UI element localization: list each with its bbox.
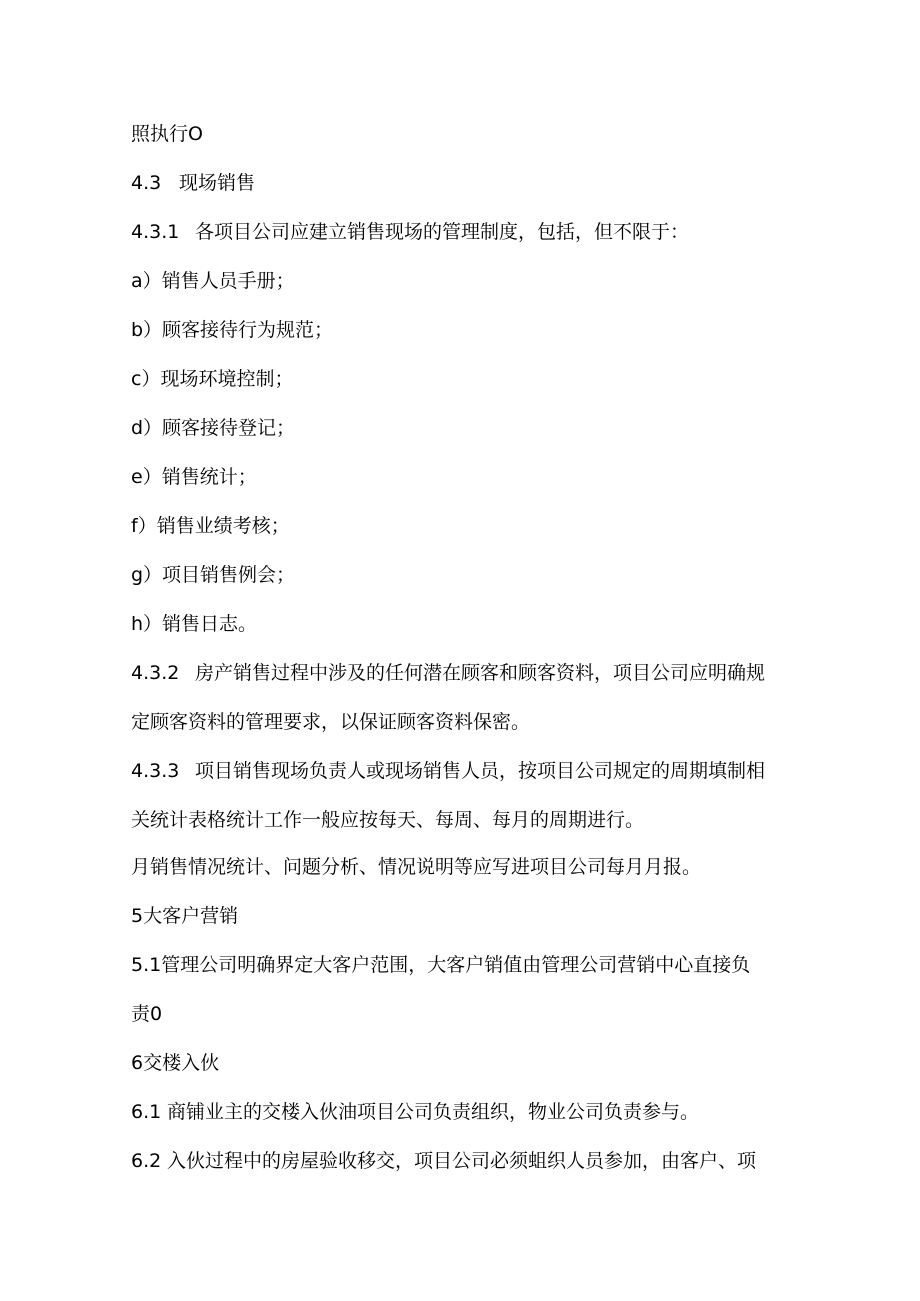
clause-text: 入伙过程中的房屋验收移交，项目公司必须蛆织人员参加，由客户、项 xyxy=(167,1150,757,1172)
list-item: f）销售业绩考核； xyxy=(131,515,290,537)
section-title: 现场销售 xyxy=(179,172,256,194)
list-item: h）销售日志。 xyxy=(131,613,258,635)
list-item: b）顾客接待行为规范； xyxy=(131,319,334,341)
clause-number: 4.3.2 xyxy=(131,662,180,684)
clause-5-1: 5.1管理公司明确界定大客户范围，大客户销值由管理公司营销中心直接负 xyxy=(131,954,751,976)
clause-number: 4.3.1 xyxy=(131,221,180,243)
clause-number: 6.2 xyxy=(131,1150,162,1172)
list-item: e）销售统计； xyxy=(131,466,257,488)
list-item: g）项目销售例会； xyxy=(131,564,296,586)
text-line: 关统计表格统计工作一般应按每天、每周、每月的周期进行。 xyxy=(131,809,645,831)
clause-text: 商铺业主的交楼入伙油项目公司负责组织，物业公司负责参与。 xyxy=(167,1101,700,1123)
clause-6-1 xyxy=(131,1100,699,1124)
clause-text: 各项目公司应建立销售现场的管理制度，包括，但不限于： xyxy=(195,221,690,243)
section-heading-6: 6交楼入伙 xyxy=(131,1052,220,1074)
clause-4-3-1 xyxy=(131,220,689,244)
section-heading-5: 5大客户营销 xyxy=(131,905,239,927)
text-line: 定顾客资料的管理要求，以保证顾客资料保密。 xyxy=(131,711,531,733)
text-line: 月销售情况统计、问题分析、情况说明等应写进项目公司每月月报。 xyxy=(131,856,702,878)
list-item: d）顾客接待登记； xyxy=(131,417,296,439)
list-item: a）销售人员手册； xyxy=(131,270,295,292)
text-line: 责0 xyxy=(131,1003,163,1025)
text-line: 照执行O xyxy=(131,123,203,145)
section-heading-4-3 xyxy=(131,171,255,195)
clause-4-3-2 xyxy=(131,661,765,685)
clause-text: 房产销售过程中涉及的任何潜在顾客和顾客资料，项目公司应明确规 xyxy=(195,662,766,684)
clause-6-2 xyxy=(131,1149,756,1173)
clause-number: 6.1 xyxy=(131,1101,162,1123)
list-item: c）现场环境控制； xyxy=(131,368,294,390)
section-number: 4.3 xyxy=(131,172,162,194)
clause-number: 4.3.3 xyxy=(131,760,180,782)
clause-text: 项目销售现场负责人或现场销售人员，按项目公司规定的周期填制相 xyxy=(195,760,766,782)
clause-4-3-3 xyxy=(131,759,765,783)
